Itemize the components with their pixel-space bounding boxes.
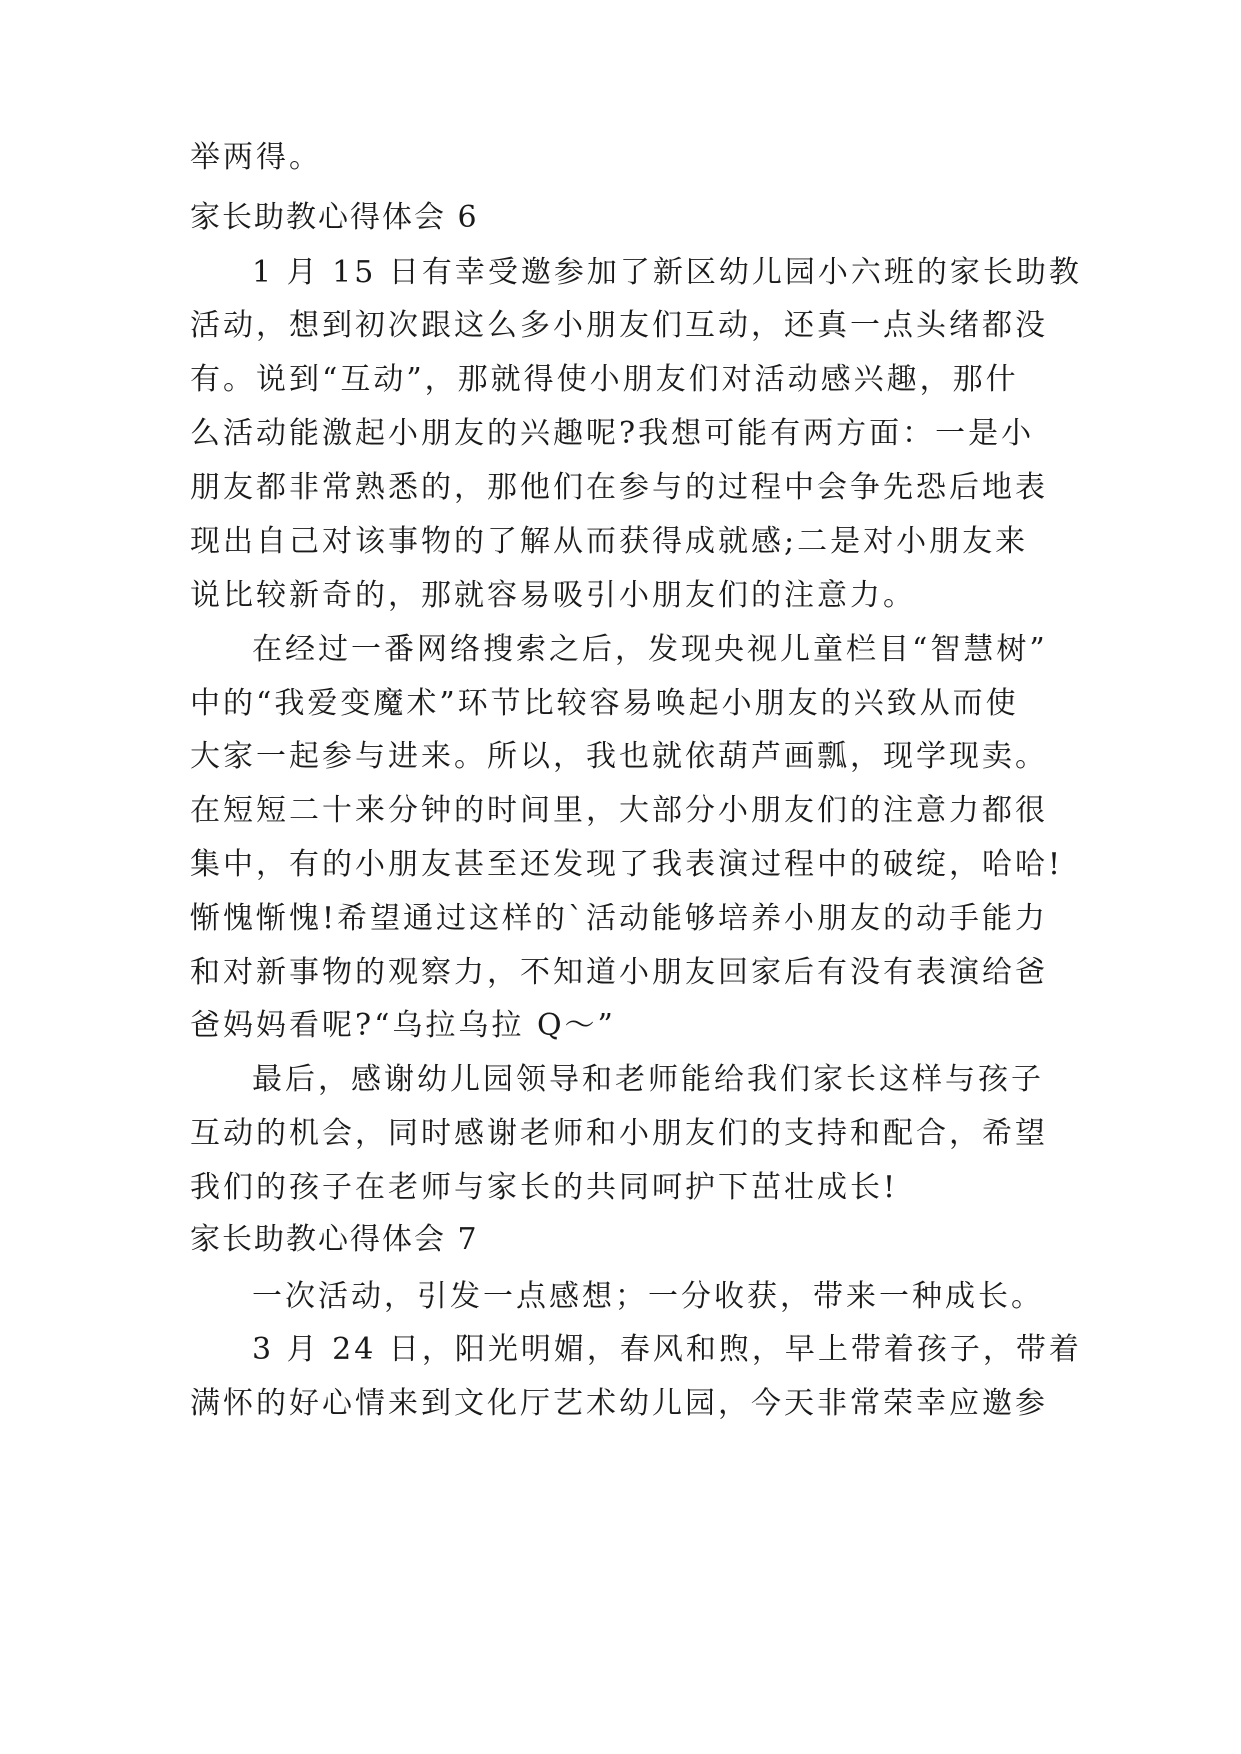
paragraph-line: 1 月 15 日有幸受邀参加了新区幼儿园小六班的家长助教 (252, 255, 1082, 290)
paragraph-line: 说比较新奇的，那就容易吸引小朋友们的注意力。 (190, 578, 916, 613)
paragraph-line: 一次活动，引发一点感想；一分收获，带来一种成长。 (252, 1279, 1044, 1314)
paragraph-line: 爸妈妈看呢?“乌拉乌拉 Q～” (190, 1008, 616, 1043)
paragraph-line: 朋友都非常熟悉的，那他们在参与的过程中会争先恐后地表 (190, 470, 1048, 505)
paragraph-line: 现出自己对该事物的了解从而获得成就感;二是对小朋友来 (190, 524, 1029, 559)
paragraph-line: 互动的机会，同时感谢老师和小朋友们的支持和配合，希望 (190, 1116, 1048, 1151)
paragraph-line: 有。说到“互动”，那就得使小朋友们对活动感兴趣，那什 (190, 362, 1019, 397)
paragraph-line: 大家一起参与进来。所以，我也就依葫芦画瓢，现学现卖。 (190, 739, 1048, 774)
paragraph-line: 在短短二十来分钟的时间里，大部分小朋友们的注意力都很 (190, 793, 1048, 828)
paragraph-line: 在经过一番网络搜索之后，发现央视儿童栏目“智慧树” (252, 632, 1048, 667)
paragraph-line: 举两得。 (190, 140, 322, 175)
section-heading: 家长助教心得体会 7 (190, 1222, 479, 1257)
paragraph-line: 么活动能激起小朋友的兴趣呢?我想可能有两方面：一是小 (190, 416, 1035, 451)
paragraph-line: 惭愧惭愧!希望通过这样的`活动能够培养小朋友的动手能力 (190, 901, 1049, 936)
paragraph-line: 满怀的好心情来到文化厅艺术幼儿园，今天非常荣幸应邀参 (190, 1386, 1048, 1421)
paragraph-line: 我们的孩子在老师与家长的共同呵护下茁壮成长! (190, 1170, 899, 1205)
paragraph-line: 活动，想到初次跟这么多小朋友们互动，还真一点头绪都没 (190, 308, 1048, 343)
paragraph-line: 3 月 24 日，阳光明媚，春风和煦，早上带着孩子，带着 (252, 1332, 1082, 1367)
section-heading: 家长助教心得体会 6 (190, 200, 479, 235)
paragraph-line: 最后，感谢幼儿园领导和老师能给我们家长这样与孩子 (252, 1062, 1044, 1097)
paragraph-line: 和对新事物的观察力，不知道小朋友回家后有没有表演给爸 (190, 955, 1048, 990)
paragraph-line: 中的“我爱变魔术”环节比较容易唤起小朋友的兴致从而使 (190, 686, 1019, 721)
paragraph-line: 集中，有的小朋友甚至还发现了我表演过程中的破绽，哈哈! (190, 847, 1064, 882)
